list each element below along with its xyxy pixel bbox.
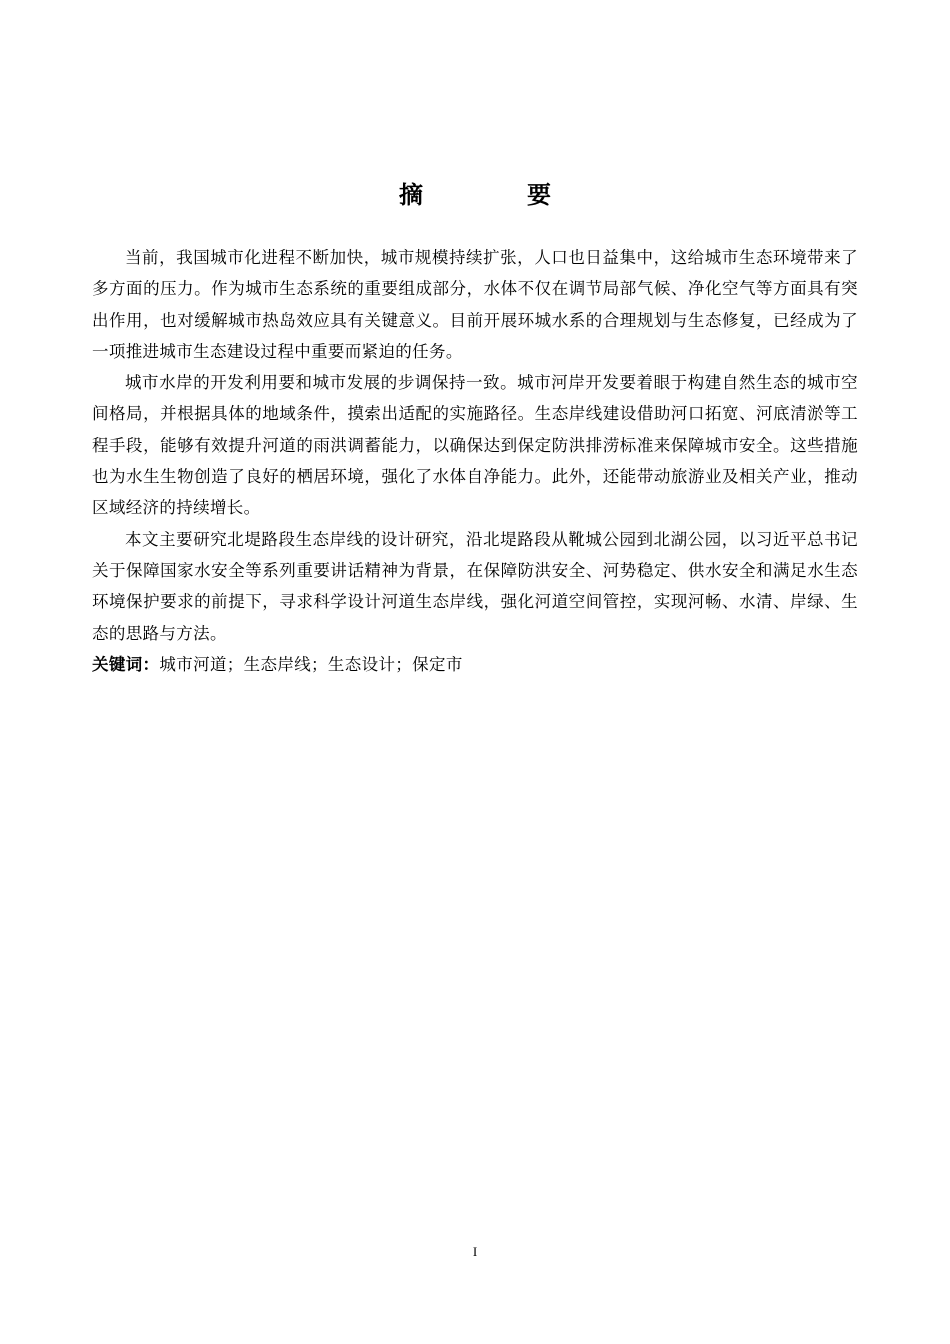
page-number: I: [472, 1244, 478, 1259]
keywords-text: 城市河道；生态岸线；生态设计；保定市: [159, 654, 463, 674]
abstract-paragraph-2: 城市水岸的开发利用要和城市发展的步调保持一致。城市河岸开发要着眼于构建自然生态的城市空间格局，并根据具体的地域条件，摸索出适配的实施路径。生态岸线建设借助河口拓宽、河底清淤等工程手段，能够有效提升河道的雨洪调蓄能力，以确保达到保定防洪排涝标准来保障城市安全。这些措施也为水生生物创造了良好的栖居环境，强化了水体自净能力。此外，还能带动旅游业及相关产业，推动区域经济的持续增长。: [92, 373, 858, 518]
page-title: 摘 要: [399, 181, 591, 209]
keywords-label: 关键词：: [92, 654, 160, 674]
abstract-paragraph-1: 当前，我国城市化进程不断加快，城市规模持续扩张，人口也日益集中，这给城市生态环境带来了多方面的压力。作为城市生态系统的重要组成部分，水体不仅在调节局部气候、净化空气等方面具有突出作用，也对缓解城市热岛效应具有关键意义。目前开展环城水系的合理规划与生态修复，已经成为了一项推进城市生态建设过程中重要而紧迫的任务。: [92, 248, 858, 361]
abstract-paragraph-3: 本文主要研究北堤路段生态岸线的设计研究，沿北堤路段从靴城公园到北湖公园，以习近平总书记关于保障国家水安全等系列重要讲话精神为背景，在保障防洪安全、河势稳定、供水安全和满足水生态环境保护要求的前提下，寻求科学设计河道生态岸线，强化河道空间管控，实现河畅、水清、岸绿、生态的思路与方法。: [92, 529, 858, 643]
keywords-line: [92, 649, 858, 680]
abstract-body: [92, 242, 858, 680]
